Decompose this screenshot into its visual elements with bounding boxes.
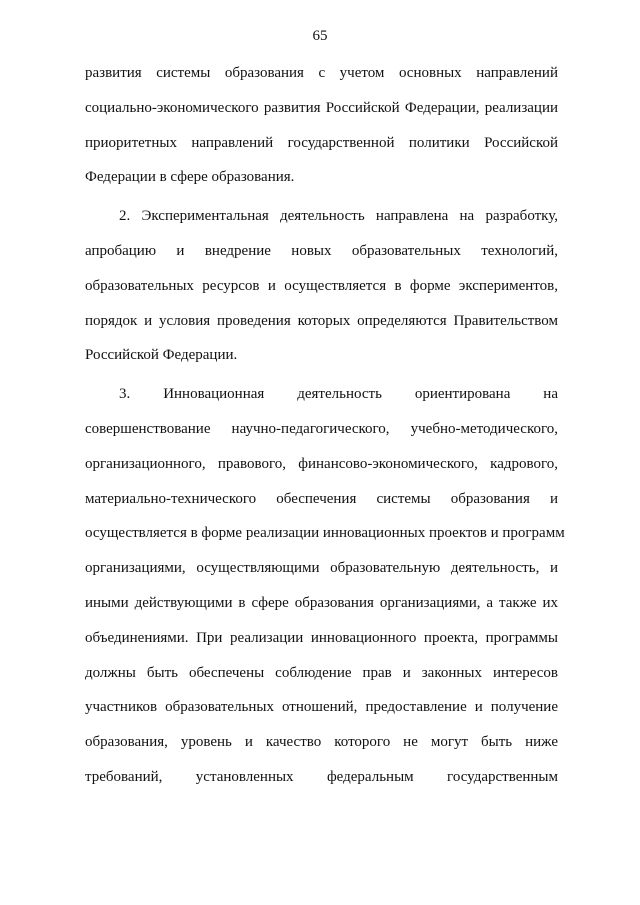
page-number: 65 bbox=[312, 28, 328, 44]
text-line: 3. Инновационная деятельность ориентирована на bbox=[119, 386, 558, 403]
text-line: организациями, осуществляющими образовательную деятельность, и bbox=[85, 560, 558, 577]
text-line: апробацию и внедрение новых образовательных технологий, bbox=[85, 242, 558, 259]
text-line: совершенствование научно-педагогического, учебно-методического, bbox=[85, 420, 558, 437]
text-line: требований, установленных федеральным государственным bbox=[85, 768, 558, 785]
text-line: социально-экономического развития Российской Федерации, реализации bbox=[85, 99, 558, 116]
text-line: материально-технического обеспечения системы образования и bbox=[85, 490, 558, 507]
text-line: 2. Экспериментальная деятельность направлена на разработку, bbox=[119, 208, 558, 225]
text-line: организационного, правового, финансово-экономического, кадрового, bbox=[85, 455, 558, 472]
text-line: Российской Федерации. bbox=[85, 347, 238, 364]
text-line: объединениями. При реализации инновационного проекта, программы bbox=[85, 629, 558, 646]
text-line: порядок и условия проведения которых определяются Правительством bbox=[85, 312, 558, 329]
paragraph-2 bbox=[85, 199, 558, 373]
text-line: развития системы образования с учетом основных направлений bbox=[85, 65, 558, 81]
paragraph-3 bbox=[85, 377, 565, 795]
text-line: иными действующими в сфере образования организациями, а также их bbox=[85, 594, 558, 611]
text-line: должны быть обеспечены соблюдение прав и законных интересов bbox=[85, 664, 558, 681]
text-line: приоритетных направлений государственной политики Российской bbox=[85, 134, 558, 151]
document-body bbox=[85, 56, 565, 795]
text-line: образования, уровень и качество которого не могут быть ниже bbox=[85, 734, 558, 751]
text-line: образовательных ресурсов и осуществляется в форме экспериментов, bbox=[85, 277, 558, 294]
text-line: Федерации в сфере образования. bbox=[85, 169, 295, 186]
text-line: осуществляется в форме реализации инновационных проектов и программ bbox=[85, 525, 565, 542]
paragraph-1 bbox=[85, 56, 558, 195]
text-line: участников образовательных отношений, предоставление и получение bbox=[85, 699, 558, 716]
